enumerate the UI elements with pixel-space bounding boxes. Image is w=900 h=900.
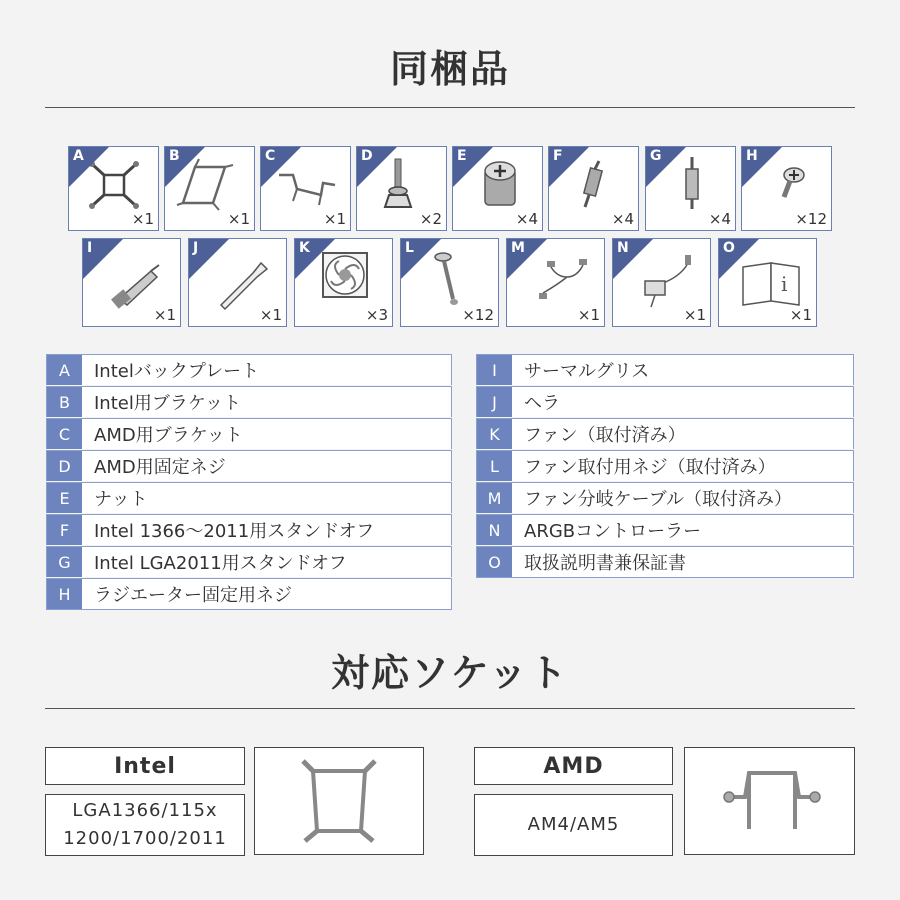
parts-row: [46, 354, 452, 385]
item-letter: C: [265, 148, 276, 164]
item-l: [400, 238, 499, 327]
parts-key: L: [477, 451, 512, 481]
item-d: [356, 146, 447, 231]
parts-key: J: [477, 387, 512, 417]
parts-row: [46, 546, 452, 577]
parts-label: ファン分岐ケーブル（取付済み）: [524, 489, 793, 510]
item-letter: D: [361, 148, 373, 164]
parts-key: F: [47, 515, 82, 545]
parts-label: ARGBコントローラー: [524, 521, 702, 542]
amd-sockets-line1: AM4/AM5: [527, 814, 620, 835]
item-letter: E: [457, 148, 467, 164]
item-letter: F: [553, 148, 563, 164]
parts-row: [476, 386, 854, 417]
intel-bracket-image: [254, 747, 424, 855]
parts-row: [46, 418, 452, 449]
parts-key: O: [477, 547, 512, 577]
parts-row: [46, 386, 452, 417]
parts-table-left: [46, 354, 452, 611]
item-letter: L: [405, 240, 414, 256]
item-letter: H: [746, 148, 758, 164]
item-qty: ×4: [708, 210, 731, 228]
parts-row: [46, 482, 452, 513]
parts-label: ナット: [94, 489, 148, 510]
sockets-title: 対応ソケット: [331, 651, 569, 695]
item-qty: ×4: [611, 210, 634, 228]
item-e: [452, 146, 543, 231]
parts-row: [46, 514, 452, 545]
parts-label: ファン取付用ネジ（取付済み）: [524, 457, 776, 478]
parts-key: G: [47, 547, 82, 577]
parts-key: H: [47, 579, 82, 609]
item-qty: ×1: [683, 306, 706, 324]
amd-bracket-icon: [705, 751, 835, 851]
parts-key: C: [47, 419, 82, 449]
item-letter: K: [299, 240, 310, 256]
parts-row: [476, 546, 854, 578]
parts-key: B: [47, 387, 82, 417]
item-qty: ×1: [577, 306, 600, 324]
parts-label: ヘラ: [524, 393, 560, 414]
item-letter: A: [73, 148, 84, 164]
parts-row: [476, 482, 854, 513]
parts-label: AMD用ブラケット: [94, 425, 243, 446]
item-qty: ×1: [153, 306, 176, 324]
intel-sockets-line1: LGA1366/115x: [72, 800, 218, 821]
item-g: [645, 146, 736, 231]
parts-label: Intel LGA2011用スタンドオフ: [94, 553, 347, 574]
item-qty: ×12: [795, 210, 827, 228]
item-i: [82, 238, 181, 327]
parts-label: ラジエーター固定用ネジ: [94, 585, 292, 606]
amd-bracket-image: [684, 747, 855, 855]
item-k: [294, 238, 393, 327]
item-qty: ×1: [227, 210, 250, 228]
item-letter: J: [193, 240, 199, 256]
item-qty: ×1: [789, 306, 812, 324]
item-c: [260, 146, 351, 231]
item-qty: ×4: [515, 210, 538, 228]
parts-label: Intel用ブラケット: [94, 393, 241, 414]
parts-row: [476, 514, 854, 545]
amd-sockets: [474, 794, 673, 856]
intel-sockets: [45, 794, 245, 856]
intel-name: Intel: [114, 753, 176, 779]
parts-key: K: [477, 419, 512, 449]
parts-row: [46, 450, 452, 481]
parts-row: [476, 354, 854, 385]
item-letter: N: [617, 240, 629, 256]
parts-key: D: [47, 451, 82, 481]
parts-row: [476, 450, 854, 481]
item-qty: ×2: [419, 210, 442, 228]
item-letter: O: [723, 240, 735, 256]
item-a: [68, 146, 159, 231]
item-qty: ×3: [365, 306, 388, 324]
parts-key: E: [47, 483, 82, 513]
item-letter: I: [87, 240, 93, 256]
item-letter: B: [169, 148, 180, 164]
contents-divider: [45, 107, 855, 108]
parts-table-right: [476, 354, 854, 579]
parts-key: M: [477, 483, 512, 513]
parts-label: Intel 1366〜2011用スタンドオフ: [94, 521, 375, 542]
amd-name: AMD: [543, 753, 604, 779]
item-qty: ×1: [259, 306, 282, 324]
parts-key: I: [477, 355, 512, 385]
item-qty: ×12: [462, 306, 494, 324]
parts-row: [46, 578, 452, 610]
parts-label: ファン（取付済み）: [524, 425, 686, 446]
item-o: [718, 238, 817, 327]
item-qty: ×1: [323, 210, 346, 228]
item-n: [612, 238, 711, 327]
item-h: [741, 146, 832, 231]
item-letter: M: [511, 240, 525, 256]
parts-key: A: [47, 355, 82, 385]
parts-label: サーマルグリス: [524, 361, 650, 382]
item-f: [548, 146, 639, 231]
item-letter: G: [650, 148, 662, 164]
intel-bracket-icon: [279, 751, 399, 851]
item-j: [188, 238, 287, 327]
parts-key: N: [477, 515, 512, 545]
parts-label: AMD用固定ネジ: [94, 457, 226, 478]
svg-text:i: i: [781, 272, 788, 296]
intel-header: [45, 747, 245, 785]
item-qty: ×1: [131, 210, 154, 228]
parts-label: Intelバックプレート: [94, 361, 260, 382]
parts-label: 取扱説明書兼保証書: [524, 553, 686, 574]
contents-title: 同梱品: [389, 47, 510, 91]
parts-row: [476, 418, 854, 449]
item-m: [506, 238, 605, 327]
item-b: [164, 146, 255, 231]
sockets-divider: [45, 708, 855, 709]
amd-header: [474, 747, 673, 785]
intel-sockets-line2: 1200/1700/2011: [63, 828, 227, 849]
